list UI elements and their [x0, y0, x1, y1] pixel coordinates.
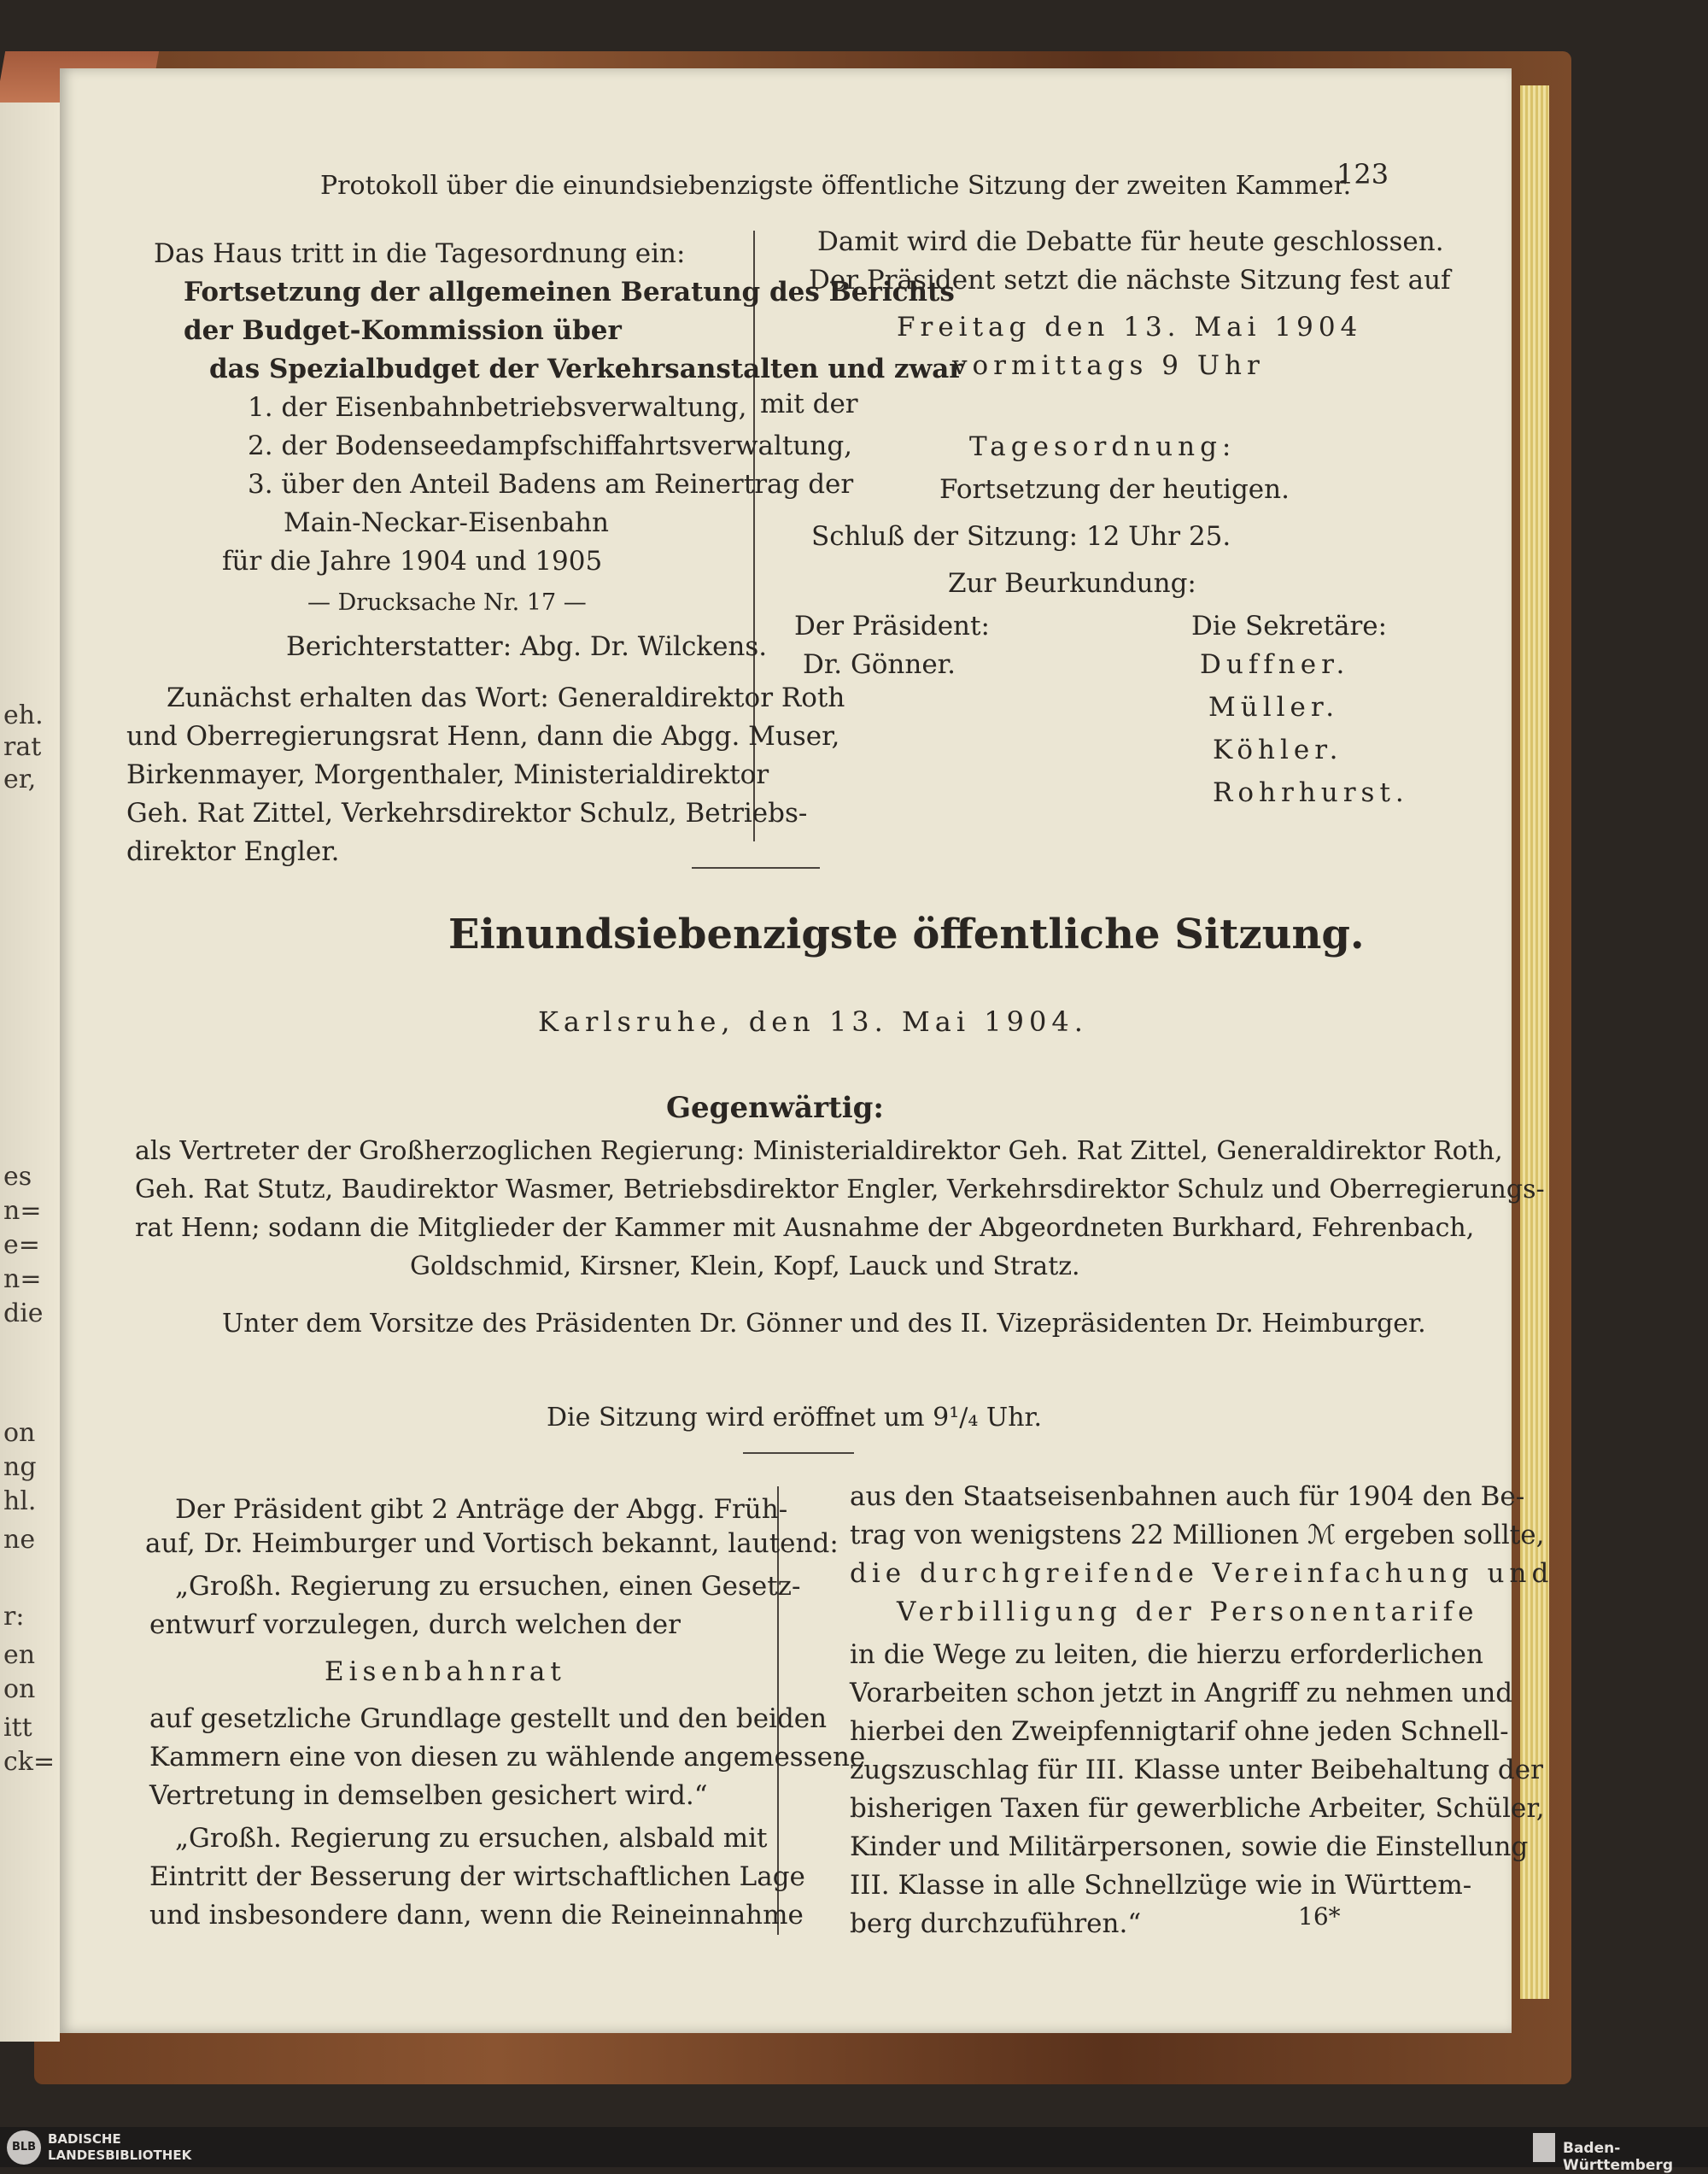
bottomLeft-line: auf, Dr. Heimburger und Vortisch bekannt, lautend:	[145, 1528, 839, 1559]
rightCol-line: vormittags 9 Uhr	[952, 350, 1265, 381]
prev-page-fragment: n=	[3, 1264, 42, 1294]
bottomRight-line: trag von wenigstens 22 Millionen ℳ ergeben sollte,	[850, 1520, 1545, 1550]
bottomRight-line: Verbilligung der Personentarife	[897, 1597, 1479, 1627]
rightCol-line: Freitag den 13. Mai 1904	[897, 312, 1363, 343]
leftCol-line: Main-Neckar-Eisenbahn	[284, 507, 609, 538]
chair-line: Unter dem Vorsitze des Präsidenten Dr. Gönner und des II. Vizepräsidenten Dr. Heimburger.	[222, 1309, 1426, 1339]
opening-time: Die Sitzung wird eröffnet um 9¹/₄ Uhr.	[547, 1403, 1043, 1433]
present-line: Goldschmid, Kirsner, Klein, Kopf, Lauck und Stratz.	[410, 1251, 1080, 1281]
bottomLeft-line: Der Präsident gibt 2 Anträge der Abgg. Früh-	[175, 1494, 788, 1525]
prev-page-fragment: hl.	[3, 1486, 37, 1516]
gilt-page-edge	[1520, 85, 1549, 1999]
prev-page-fragment: ne	[3, 1525, 36, 1555]
signature-mark: 16*	[1298, 1902, 1341, 1931]
library-logo: BLB	[7, 2130, 41, 2165]
rightCol-line: Dr. Gönner.	[803, 649, 956, 680]
prev-page-fragment: e=	[3, 1230, 40, 1260]
leftCol-line: Geh. Rat Zittel, Verkehrsdirektor Schulz, Betriebs-	[126, 798, 808, 829]
prev-page-fragment: itt	[3, 1713, 32, 1743]
prev-page-fragment: n=	[3, 1196, 42, 1226]
leftCol-line: Zunächst erhalten das Wort: Generaldirektor Roth	[167, 683, 845, 713]
bottomRight-line: berg durchzuführen.“	[850, 1908, 1142, 1939]
leftCol-line: 1. der Eisenbahnbetriebsverwaltung,	[248, 392, 747, 423]
leftCol-line: Das Haus tritt in die Tagesordnung ein:	[154, 238, 686, 269]
prev-page-fragment: on	[3, 1674, 36, 1704]
leftCol-line: der Budget-Kommission über	[184, 315, 622, 346]
leftCol-line: für die Jahre 1904 und 1905	[222, 546, 603, 577]
rightCol-line: Die Sekretäre:	[1191, 611, 1388, 642]
library-name-line2: LANDESBIBLIOTHEK	[48, 2148, 192, 2163]
leftCol-line: Fortsetzung der allgemeinen Beratung des Berichts	[184, 277, 955, 308]
rightCol-line: Damit wird die Debatte für heute geschlossen.	[817, 226, 1444, 257]
previous-page-edge	[0, 103, 60, 2042]
prev-page-fragment: die	[3, 1298, 44, 1328]
section-rule	[692, 867, 820, 869]
bottomRight-line: III. Klasse in alle Schnellzüge wie in Württem-	[850, 1870, 1472, 1901]
leftCol-line: — Drucksache Nr. 17 —	[307, 589, 587, 616]
rightCol-line: Rohrhurst.	[1213, 777, 1409, 808]
leftCol-line: das Spezialbudget der Verkehrsanstalten und zwar	[209, 354, 963, 384]
rightCol-line: Müller.	[1208, 692, 1340, 723]
prev-page-fragment: es	[3, 1162, 32, 1192]
prev-page-fragment: er,	[3, 765, 37, 794]
prev-page-fragment: ck=	[3, 1747, 56, 1777]
rightCol-line: Schluß der Sitzung: 12 Uhr 25.	[811, 521, 1231, 552]
leftCol-line: 3. über den Anteil Badens am Reinertrag der	[248, 469, 854, 500]
bottomRight-line: aus den Staatseisenbahnen auch für 1904 den Be-	[850, 1481, 1525, 1512]
bottomRight-line: Vorarbeiten schon jetzt in Angriff zu nehmen und	[850, 1678, 1513, 1708]
rightCol-line: Duffner.	[1200, 649, 1350, 680]
bottomRight-line: in die Wege zu leiten, die hierzu erforderlichen	[850, 1639, 1483, 1670]
prev-page-fragment: eh.	[3, 700, 44, 730]
bottomRight-line: bisherigen Taxen für gewerbliche Arbeiter, Schüler,	[850, 1793, 1545, 1824]
rightCol-line: Köhler.	[1213, 735, 1343, 765]
rightCol-line: Der Präsident setzt die nächste Sitzung fest auf	[809, 265, 1451, 296]
rightCol-line: Tagesordnung:	[969, 431, 1237, 462]
leftCol-line: Birkenmayer, Morgenthaler, Ministerialdirektor	[126, 759, 769, 790]
leftCol-line: direktor Engler.	[126, 836, 340, 867]
state-label: Baden-Württemberg	[1563, 2140, 1673, 2174]
bottomLeft-line: Eintritt der Besserung der wirtschaftlichen Lage	[149, 1861, 805, 1892]
bottomLeft-line: „Großh. Regierung zu ersuchen, alsbald mit	[175, 1823, 768, 1854]
library-name-line1: BADISCHE	[48, 2131, 121, 2147]
rightCol-line: Der Präsident:	[794, 611, 990, 642]
rightCol-line: Fortsetzung der heutigen.	[939, 474, 1290, 505]
leftCol-line: und Oberregierungsrat Henn, dann die Abgg. Muser,	[126, 721, 840, 752]
prev-page-fragment: r:	[3, 1602, 25, 1632]
present-line: rat Henn; sodann die Mitglieder der Kammer mit Ausnahme der Abgeordneten Burkhard, Fehrenbach,	[135, 1213, 1475, 1243]
bottomLeft-line: Vertretung in demselben gesichert wird.“	[149, 1780, 708, 1811]
prev-page-fragment: ng	[3, 1452, 37, 1482]
leftCol-line: 2. der Bodenseedampfschiffahrtsverwaltung,	[248, 431, 853, 461]
bottomLeft-line: entwurf vorzulegen, durch welchen der	[149, 1609, 681, 1640]
present-heading: Gegenwärtig:	[666, 1091, 884, 1125]
bottomLeft-line: „Großh. Regierung zu ersuchen, einen Gesetz-	[175, 1571, 801, 1602]
bottomRight-line: die durchgreifende Vereinfachung und	[850, 1558, 1554, 1589]
bottomRight-line: Kinder und Militärpersonen, sowie die Einstellung	[850, 1831, 1529, 1862]
bottomLeft-line: und insbesondere dann, wenn die Reineinnahme	[149, 1900, 804, 1931]
bottomLeft-line: Kammern eine von diesen zu wählende angemessene	[149, 1742, 866, 1773]
prev-page-fragment: rat	[3, 732, 42, 762]
prev-page-fragment: on	[3, 1418, 36, 1448]
page-number: 123	[1337, 158, 1389, 190]
state-crest-icon	[1533, 2133, 1555, 2162]
document-page	[60, 68, 1554, 2033]
footer-bar	[0, 2127, 1708, 2167]
rightCol-line: mit der	[760, 389, 858, 419]
present-line: Geh. Rat Stutz, Baudirektor Wasmer, Betriebsdirektor Engler, Verkehrsdirektor Schulz und Oberregierungs-	[135, 1175, 1545, 1204]
session-title: Einundsiebenzigste öffentliche Sitzung.	[448, 911, 1365, 958]
bottomRight-line: zugszuschlag für III. Klasse unter Beibehaltung der	[850, 1755, 1543, 1785]
place-date: Karlsruhe, den 13. Mai 1904.	[538, 1005, 1088, 1038]
bottomRight-line: hierbei den Zweipfennigtarif ohne jeden Schnell-	[850, 1716, 1509, 1747]
leftCol-line: Berichterstatter: Abg. Dr. Wilckens.	[286, 631, 768, 662]
bottomLeft-line: Eisenbahnrat	[325, 1656, 566, 1687]
section-rule-2	[743, 1452, 854, 1454]
rightCol-line: Zur Beurkundung:	[948, 568, 1196, 599]
prev-page-fragment: en	[3, 1640, 36, 1670]
present-line: als Vertreter der Großherzoglichen Regierung: Ministerialdirektor Geh. Rat Zittel, Generaldirektor Roth,	[135, 1136, 1503, 1166]
bottomLeft-line: auf gesetzliche Grundlage gestellt und den beiden	[149, 1703, 828, 1734]
running-title: Protokoll über die einundsiebenzigste öffentliche Sitzung der zweiten Kammer.	[320, 171, 1352, 201]
